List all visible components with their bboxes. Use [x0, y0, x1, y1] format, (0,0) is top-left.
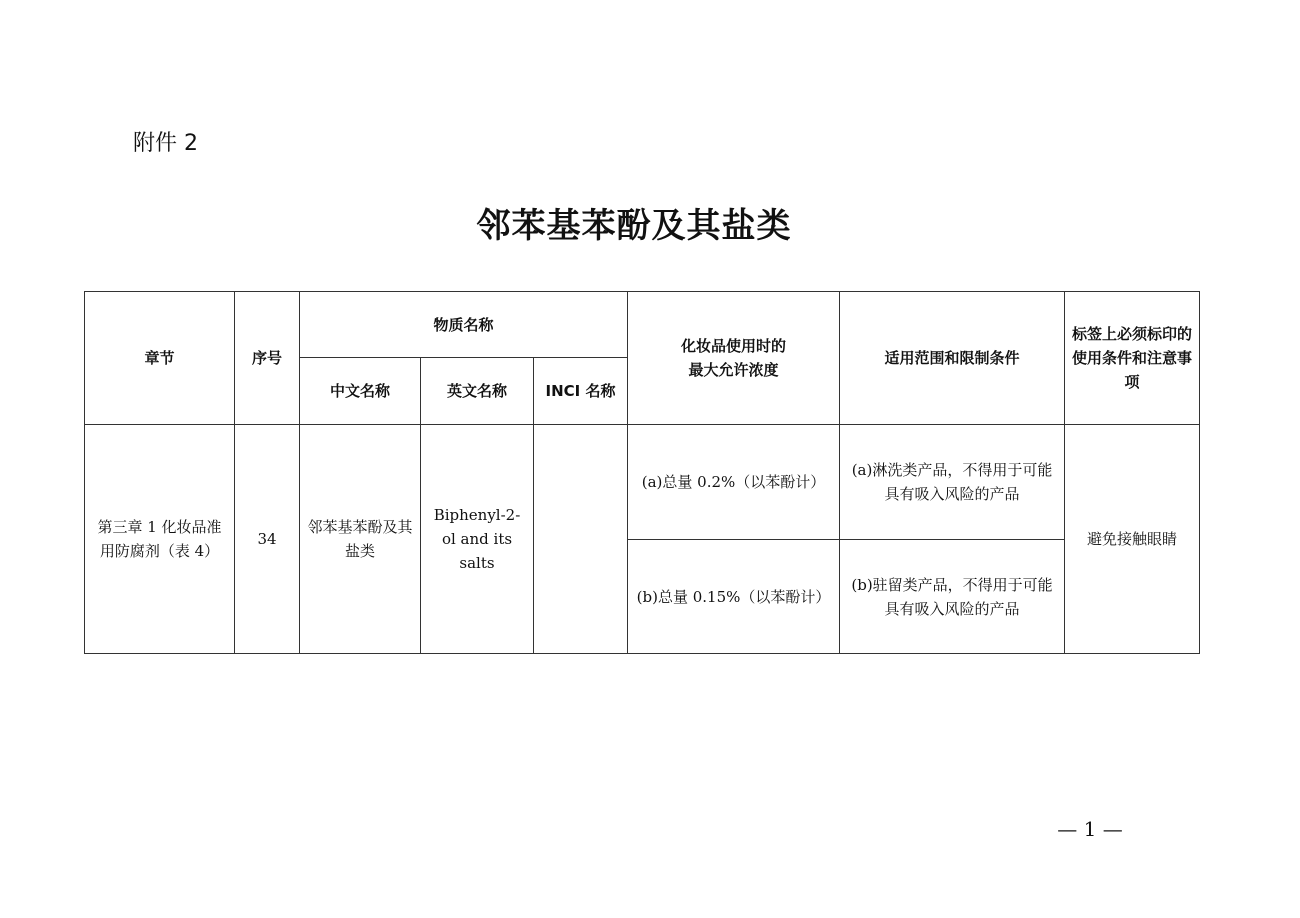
header-scope-limits: 适用范围和限制条件	[840, 292, 1065, 425]
cell-chapter: 第三章 1 化妆品准用防腐剂（表 4）	[85, 425, 235, 654]
cell-scope-b: (b)驻留类产品，不得用于可能具有吸入风险的产品	[840, 540, 1065, 654]
regulation-table	[84, 291, 1200, 654]
cell-scope-a: (a)淋洗类产品，不得用于可能具有吸入风险的产品	[840, 425, 1065, 540]
header-max-concentration: 化妆品使用时的 最大允许浓度	[628, 292, 840, 425]
cell-max-concentration-a: (a)总量 0.2%（以苯酚计）	[628, 425, 840, 540]
cell-label-conditions: 避免接触眼睛	[1065, 425, 1200, 654]
cell-chinese-name: 邻苯基苯酚及其盐类	[300, 425, 421, 654]
cell-english-name: Biphenyl-2-ol and its salts	[421, 425, 534, 654]
table-row	[85, 425, 1200, 540]
header-row-1	[85, 292, 1200, 358]
cell-inci-name	[534, 425, 628, 654]
cell-serial: 34	[235, 425, 300, 654]
attachment-label: 附件 2	[133, 131, 198, 156]
page-number: — 1 —	[1057, 817, 1123, 841]
document-title: 邻苯基苯酚及其盐类	[476, 206, 792, 246]
header-serial: 序号	[235, 292, 300, 425]
header-chinese-name: 中文名称	[300, 358, 421, 425]
header-chapter: 章节	[85, 292, 235, 425]
header-english-name: 英文名称	[421, 358, 534, 425]
header-label-conditions: 标签上必须标印的使用条件和注意事项	[1065, 292, 1200, 425]
header-substance-name: 物质名称	[300, 292, 628, 358]
cell-max-concentration-b: (b)总量 0.15%（以苯酚计）	[628, 540, 840, 654]
header-inci-name: INCI 名称	[534, 358, 628, 425]
